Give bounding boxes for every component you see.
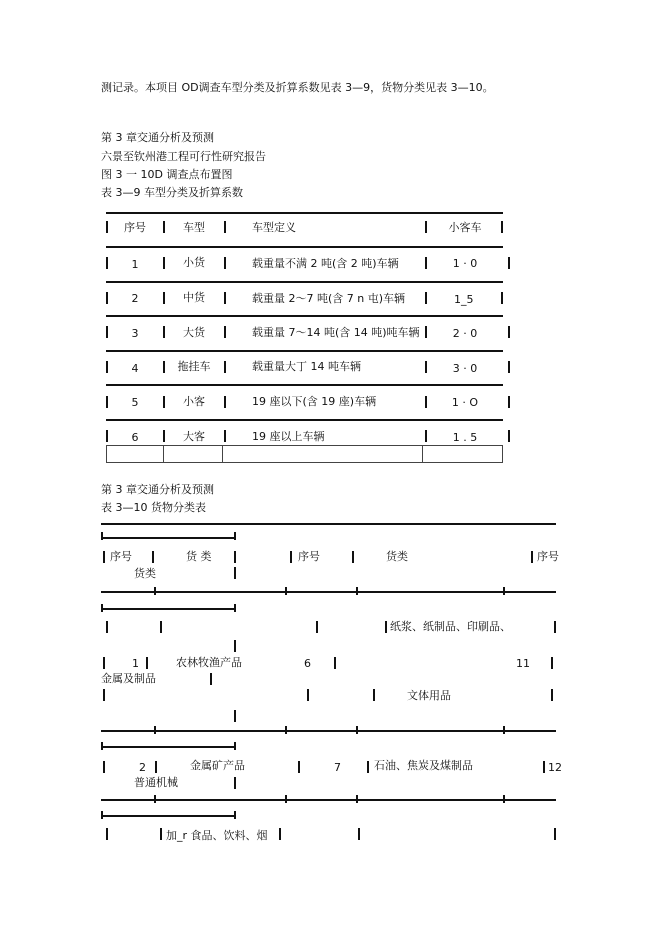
cell-factor: 1_5 — [454, 293, 474, 306]
column-header-cargo-1: 货 类 — [186, 550, 212, 563]
cargo-petroleum-coal: 石油、焦炭及煤制品 — [374, 759, 473, 772]
cargo-seq-11: 11 — [516, 657, 530, 670]
cargo-seq-12: 12 — [548, 761, 562, 774]
cargo-seq-1: 1 — [132, 657, 139, 670]
cell-factor: 1 · O — [451, 396, 479, 409]
intro-paragraph: 测记录。本项目 OD调查车型分类及折算系数见表 3—9，货物分类见表 3—10。 — [101, 81, 494, 94]
cell-definition: 19 座以下(含 19 座)车辆 — [252, 395, 377, 408]
cargo-seq-6: 6 — [304, 657, 311, 670]
cell-definition: 19 座以上车辆 — [252, 430, 325, 443]
column-header-definition: 车型定义 — [252, 221, 296, 234]
cell-seq: 1 — [131, 258, 139, 271]
chapter-heading-2: 第 3 章交通分析及预测 — [101, 483, 214, 496]
cargo-machinery: 普通机械 — [134, 776, 178, 789]
cell-type: 拖挂车 — [177, 360, 211, 373]
cargo-metal-products: 金属及制品 — [101, 672, 156, 685]
cell-definition: 载重量不满 2 吨(含 2 吨)车辆 — [252, 257, 399, 270]
cargo-stationery: 文体用品 — [407, 689, 451, 702]
cargo-seq-2: 2 — [139, 761, 146, 774]
cell-seq: 3 — [131, 327, 139, 340]
cell-type: 小货 — [183, 256, 205, 269]
cell-type: 大客 — [183, 430, 205, 443]
column-header-seq: 序号 — [124, 221, 146, 234]
cargo-agricultural-products: 农林牧渔产品 — [176, 656, 242, 669]
column-header-seq-2: 序号 — [298, 550, 320, 563]
cargo-seq-7: 7 — [334, 761, 341, 774]
cell-definition: 载重量 2～7 吨(含 7 n 屯)车辆 — [252, 292, 406, 305]
cargo-paper-products: 纸浆、纸制品、印刷品、 — [390, 620, 511, 633]
chapter-heading: 第 3 章交通分析及预测 — [101, 131, 214, 144]
cell-seq: 6 — [131, 431, 139, 444]
cell-factor: 2 · 0 — [452, 327, 478, 340]
column-header-seq-3: 序号 — [537, 550, 559, 563]
cell-factor: 1 . 5 — [452, 431, 478, 444]
cell-factor: 1 · 0 — [452, 257, 478, 270]
table-3-9-title: 表 3—9 车型分类及折算系数 — [101, 186, 243, 199]
cell-type: 中货 — [183, 291, 205, 304]
table-3-10-title: 表 3—10 货物分类表 — [101, 501, 206, 514]
column-header-seq-1: 序号 — [110, 550, 132, 563]
cell-seq: 2 — [131, 292, 139, 305]
cell-type: 小客 — [183, 395, 205, 408]
column-header-type: 车型 — [183, 221, 205, 234]
figure-caption: 图 3 一 10D 调查点布置图 — [101, 168, 233, 181]
cell-definition: 载重量 7～14 吨(含 14 吨)吨车辆 — [252, 326, 420, 339]
cell-seq: 5 — [131, 396, 139, 409]
cell-type: 大货 — [183, 326, 205, 339]
report-title: 六景至钦州港工程可行性研究报告 — [101, 150, 266, 163]
cell-factor: 3 · 0 — [452, 362, 478, 375]
column-header-cargo-2: 货类 — [386, 550, 408, 563]
cell-definition: 载重量大丁 14 吨车辆 — [252, 360, 361, 373]
column-header-cargo-3: 货类 — [134, 567, 156, 580]
cargo-metal-ores: 金属矿产品 — [190, 759, 245, 772]
cargo-food-beverage: 加_r 食品、饮料、烟 — [166, 829, 268, 842]
column-header-factor: 小客车 — [448, 221, 482, 234]
cell-seq: 4 — [131, 362, 139, 375]
